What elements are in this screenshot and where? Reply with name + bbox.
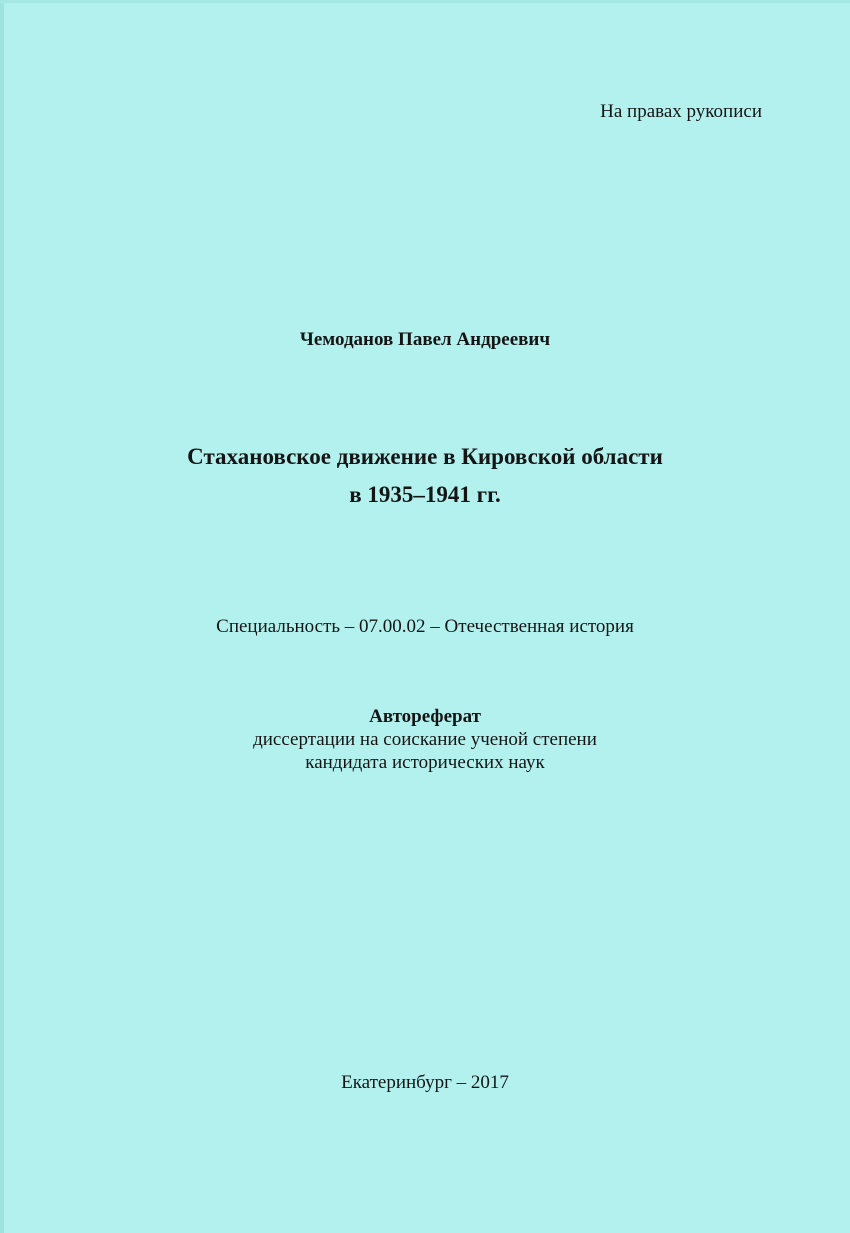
abstract-description-line-2: кандидата исторических наук [305, 752, 545, 773]
abstract-description-line-1: диссертации на соискание ученой степени [253, 729, 597, 750]
dissertation-title-line-1: Стахановское движение в Кировской области [187, 444, 663, 469]
abstract-label: Автореферат [369, 706, 481, 727]
page-edge-shadow-top [0, 0, 850, 3]
specialty-line: Специальность – 07.00.02 – Отечественная история [216, 616, 634, 637]
place-and-year: Екатеринбург – 2017 [341, 1072, 509, 1093]
author-name: Чемоданов Павел Андреевич [299, 329, 551, 350]
rights-note: На правах рукописи [600, 101, 762, 122]
dissertation-title-line-2: в 1935–1941 гг. [349, 482, 501, 507]
